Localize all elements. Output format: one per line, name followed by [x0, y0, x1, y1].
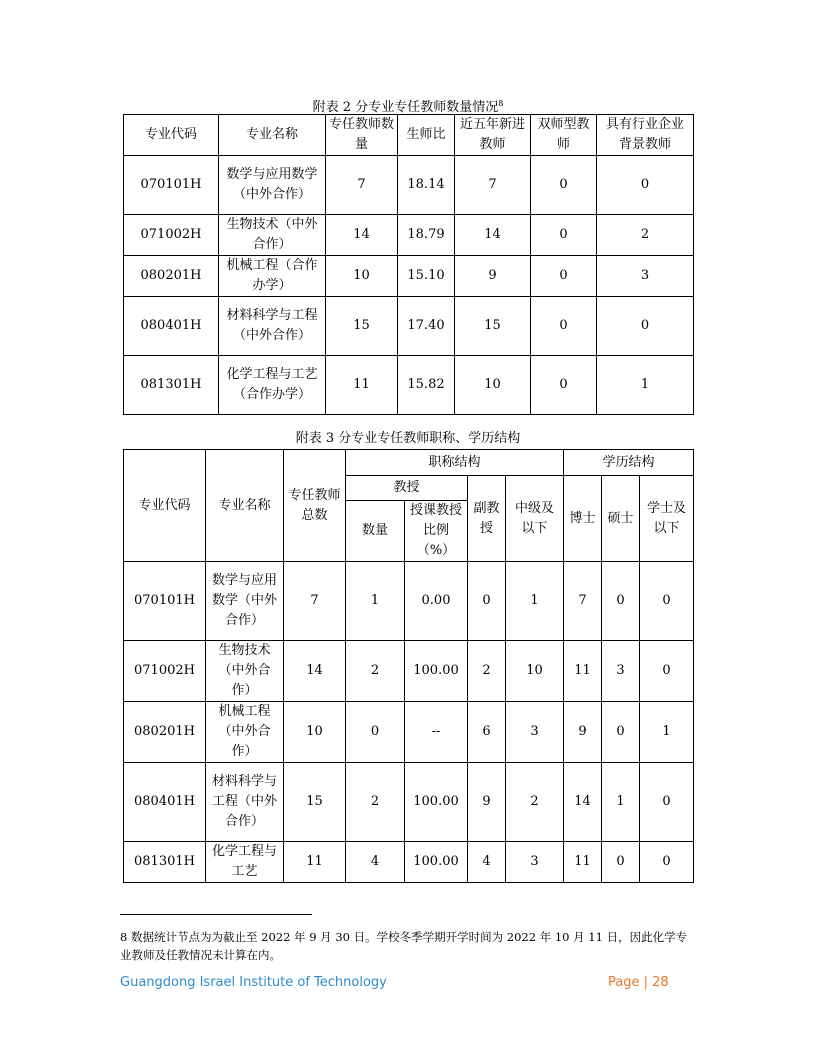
t3-cell-assoc: 6 — [468, 702, 506, 763]
t2-cell-new: 14 — [455, 215, 531, 256]
t3-h-ratio: 授课教授比例（%） — [405, 501, 468, 562]
t2-cell-count: 7 — [326, 156, 398, 215]
t3-cell-master: 0 — [602, 702, 640, 763]
t3-cell-prof-count: 2 — [346, 763, 405, 842]
t2-cell-dual: 0 — [531, 297, 597, 356]
t3-cell-assoc: 0 — [468, 562, 506, 641]
t3-cell-total: 7 — [284, 562, 346, 641]
t3-h-bachelor: 学士及以下 — [640, 476, 694, 562]
table3 — [123, 449, 694, 883]
t3-cell-name: 材料科学与工程（中外合作） — [206, 763, 284, 842]
t2-cell-code: 080201H — [124, 256, 219, 297]
t2-h-dual: 双师型教师 — [531, 115, 597, 156]
table2-footnote-ref: 8 — [498, 99, 504, 108]
t2-cell-dual: 0 — [531, 356, 597, 415]
t3-h-edu-struct: 学历结构 — [564, 450, 694, 476]
footnote: 8 数据统计节点为为截止至 2022 年 9 月 30 日。学校冬季学期开学时间为 2022 年 10 月 11 日，因此化学专业教师及任教情况未计算在内。 — [120, 930, 688, 962]
t3-cell-phd: 11 — [564, 641, 602, 702]
t3-cell-bachelor: 0 — [640, 763, 694, 842]
t3-cell-phd: 9 — [564, 702, 602, 763]
t3-cell-master: 3 — [602, 641, 640, 702]
table2-caption-text: 附表 2 分专业专任教师数量情况 — [312, 100, 499, 115]
t2-cell-new: 7 — [455, 156, 531, 215]
t2-cell-count: 10 — [326, 256, 398, 297]
t2-h-industry: 具有行业企业背景教师 — [597, 115, 694, 156]
t3-h-master: 硕士 — [602, 476, 640, 562]
t3-cell-mid: 2 — [506, 763, 564, 842]
table2 — [123, 114, 694, 415]
table2-header-row — [124, 115, 694, 156]
t3-h-count: 数量 — [346, 501, 405, 562]
t2-h-new: 近五年新进教师 — [455, 115, 531, 156]
t3-cell-phd: 11 — [564, 842, 602, 883]
t3-cell-phd: 14 — [564, 763, 602, 842]
table3-body — [124, 450, 694, 883]
t3-cell-prof-ratio: 0.00 — [405, 562, 468, 641]
table2-caption — [0, 96, 816, 116]
t2-cell-dual: 0 — [531, 156, 597, 215]
t3-cell-assoc: 2 — [468, 641, 506, 702]
t2-cell-name: 数学与应用数学（中外合作） — [219, 156, 326, 215]
t3-cell-name: 化学工程与工艺 — [206, 842, 284, 883]
t2-cell-industry: 0 — [597, 297, 694, 356]
footnote-divider — [120, 914, 312, 915]
table-row — [124, 842, 694, 883]
table-row — [124, 562, 694, 641]
table3-header-row-1 — [124, 450, 694, 476]
t2-cell-ratio: 15.82 — [398, 356, 455, 415]
t2-cell-name: 生物技术（中外合作） — [219, 215, 326, 256]
t3-cell-master: 0 — [602, 842, 640, 883]
t3-cell-code: 080401H — [124, 763, 206, 842]
t2-h-name: 专业名称 — [219, 115, 326, 156]
t3-cell-total: 14 — [284, 641, 346, 702]
t2-cell-count: 15 — [326, 297, 398, 356]
t2-cell-name: 机械工程（合作办学） — [219, 256, 326, 297]
t2-cell-code: 071002H — [124, 215, 219, 256]
t3-cell-prof-count: 0 — [346, 702, 405, 763]
table-row — [124, 641, 694, 702]
t2-cell-industry: 3 — [597, 256, 694, 297]
t2-cell-ratio: 18.14 — [398, 156, 455, 215]
t3-cell-mid: 3 — [506, 842, 564, 883]
table-row — [124, 763, 694, 842]
t2-cell-new: 10 — [455, 356, 531, 415]
t3-cell-phd: 7 — [564, 562, 602, 641]
t3-cell-mid: 3 — [506, 702, 564, 763]
t3-cell-master: 0 — [602, 562, 640, 641]
table2-body — [124, 115, 694, 415]
table-row — [124, 256, 694, 297]
table-row — [124, 297, 694, 356]
t3-h-mid: 中级及以下 — [506, 476, 564, 562]
t2-h-code: 专业代码 — [124, 115, 219, 156]
table-row — [124, 356, 694, 415]
t2-cell-new: 9 — [455, 256, 531, 297]
t3-cell-bachelor: 0 — [640, 842, 694, 883]
t2-cell-code: 080401H — [124, 297, 219, 356]
footer-institute: Guangdong Israel Institute of Technology — [120, 975, 387, 990]
t3-cell-prof-ratio: 100.00 — [405, 842, 468, 883]
t3-cell-mid: 1 — [506, 562, 564, 641]
t2-cell-count: 14 — [326, 215, 398, 256]
t3-cell-prof-ratio: 100.00 — [405, 641, 468, 702]
t3-cell-bachelor: 0 — [640, 562, 694, 641]
t2-cell-code: 070101H — [124, 156, 219, 215]
t3-cell-prof-count: 4 — [346, 842, 405, 883]
t3-cell-total: 10 — [284, 702, 346, 763]
t3-cell-assoc: 9 — [468, 763, 506, 842]
t3-cell-total: 11 — [284, 842, 346, 883]
t2-h-count: 专任教师数量 — [326, 115, 398, 156]
t2-cell-ratio: 18.79 — [398, 215, 455, 256]
t3-cell-mid: 10 — [506, 641, 564, 702]
table3-caption: 附表 3 分专业专任教师职称、学历结构 — [295, 431, 521, 446]
t2-cell-new: 15 — [455, 297, 531, 356]
t3-cell-total: 15 — [284, 763, 346, 842]
t2-cell-ratio: 17.40 — [398, 297, 455, 356]
t3-cell-code: 071002H — [124, 641, 206, 702]
t3-cell-code: 070101H — [124, 562, 206, 641]
t2-cell-count: 11 — [326, 356, 398, 415]
t2-cell-industry: 1 — [597, 356, 694, 415]
table-row — [124, 156, 694, 215]
t3-cell-prof-ratio: -- — [405, 702, 468, 763]
t2-cell-name: 材料科学与工程（中外合作） — [219, 297, 326, 356]
t3-h-name: 专业名称 — [206, 450, 284, 562]
table-row — [124, 702, 694, 763]
t3-h-total: 专任教师总数 — [284, 450, 346, 562]
t3-cell-name: 数学与应用数学（中外合作） — [206, 562, 284, 641]
t3-cell-name: 机械工程（中外合作） — [206, 702, 284, 763]
t3-cell-bachelor: 0 — [640, 641, 694, 702]
t3-cell-bachelor: 1 — [640, 702, 694, 763]
t2-cell-code: 081301H — [124, 356, 219, 415]
footer-page-number: Page | 28 — [608, 975, 669, 990]
t3-cell-name: 生物技术（中外合作） — [206, 641, 284, 702]
t3-cell-code: 081301H — [124, 842, 206, 883]
t2-h-ratio: 生师比 — [398, 115, 455, 156]
t3-h-title-struct: 职称结构 — [346, 450, 564, 476]
t3-cell-prof-ratio: 100.00 — [405, 763, 468, 842]
t3-cell-prof-count: 2 — [346, 641, 405, 702]
t3-cell-assoc: 4 — [468, 842, 506, 883]
t2-cell-name: 化学工程与工艺（合作办学） — [219, 356, 326, 415]
t3-cell-prof-count: 1 — [346, 562, 405, 641]
t3-cell-master: 1 — [602, 763, 640, 842]
t3-cell-code: 080201H — [124, 702, 206, 763]
t2-cell-dual: 0 — [531, 215, 597, 256]
t2-cell-ratio: 15.10 — [398, 256, 455, 297]
t2-cell-industry: 2 — [597, 215, 694, 256]
t3-h-code: 专业代码 — [124, 450, 206, 562]
t3-h-assoc: 副教授 — [468, 476, 506, 562]
table-row — [124, 215, 694, 256]
t3-h-prof: 教授 — [346, 476, 468, 501]
t3-h-phd: 博士 — [564, 476, 602, 562]
t2-cell-industry: 0 — [597, 156, 694, 215]
t2-cell-dual: 0 — [531, 256, 597, 297]
